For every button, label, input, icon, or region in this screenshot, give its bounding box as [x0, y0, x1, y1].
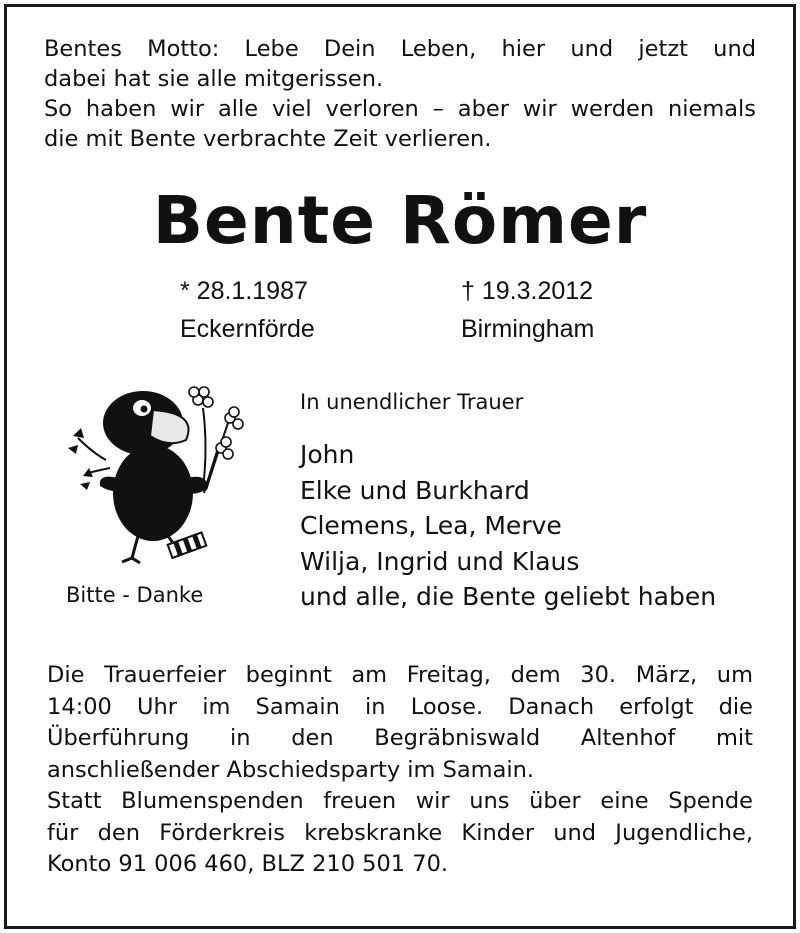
death-place: Birmingham	[461, 315, 595, 343]
birth-date: * 28.1.1987	[180, 277, 308, 305]
birth-place: Eckernförde	[180, 315, 315, 343]
death-date: † 19.3.2012	[461, 277, 594, 305]
motto-line: So haben wir alle viel verloren – aber wir werden niemals	[44, 96, 756, 122]
motto-line: dabei hat sie alle mitgerissen.	[44, 66, 384, 92]
mourner-name: Clemens, Lea, Merve	[300, 511, 562, 540]
raven-with-flowers-icon	[58, 378, 258, 578]
mourner-name: Elke und Burkhard	[300, 475, 530, 505]
deceased-name: Bente Römer	[152, 182, 648, 259]
info-line: 14:00 Uhr im Samain in Loose. Danach erfolgt die	[47, 693, 753, 720]
info-line: Die Trauerfeier beginnt am Freitag, dem 30. März, um	[47, 662, 753, 688]
motto-line: Bentes Motto: Lebe Dein Leben, hier und jetzt und	[44, 36, 756, 62]
mourner-name: John	[300, 440, 355, 469]
mourner-name: und alle, die Bente geliebt haben	[300, 582, 717, 611]
info-line: Statt Blumenspenden freuen wir uns über eine Spende	[47, 788, 753, 814]
motto-line: die mit Bente verbrachte Zeit verlieren.	[44, 126, 492, 152]
mourners-list	[300, 437, 716, 615]
death-info	[461, 272, 594, 348]
info-line: anschließender Abschiedsparty im Samain.	[47, 756, 535, 783]
funeral-info	[47, 660, 753, 881]
info-line: für den Förderkreis krebskranke Kinder und Jugendliche,	[47, 819, 753, 846]
info-line: Überführung in den Begräbniswald Altenhof mit	[47, 725, 753, 751]
info-line: Konto 91 006 460, BLZ 210 501 70.	[47, 851, 449, 877]
mourning-heading: In unendlicher Trauer	[300, 390, 524, 414]
motto-text	[44, 34, 756, 154]
mourner-name: Wilja, Ingrid und Klaus	[300, 546, 580, 576]
illustration-caption: Bitte - Danke	[66, 583, 204, 607]
birth-info	[180, 272, 315, 348]
